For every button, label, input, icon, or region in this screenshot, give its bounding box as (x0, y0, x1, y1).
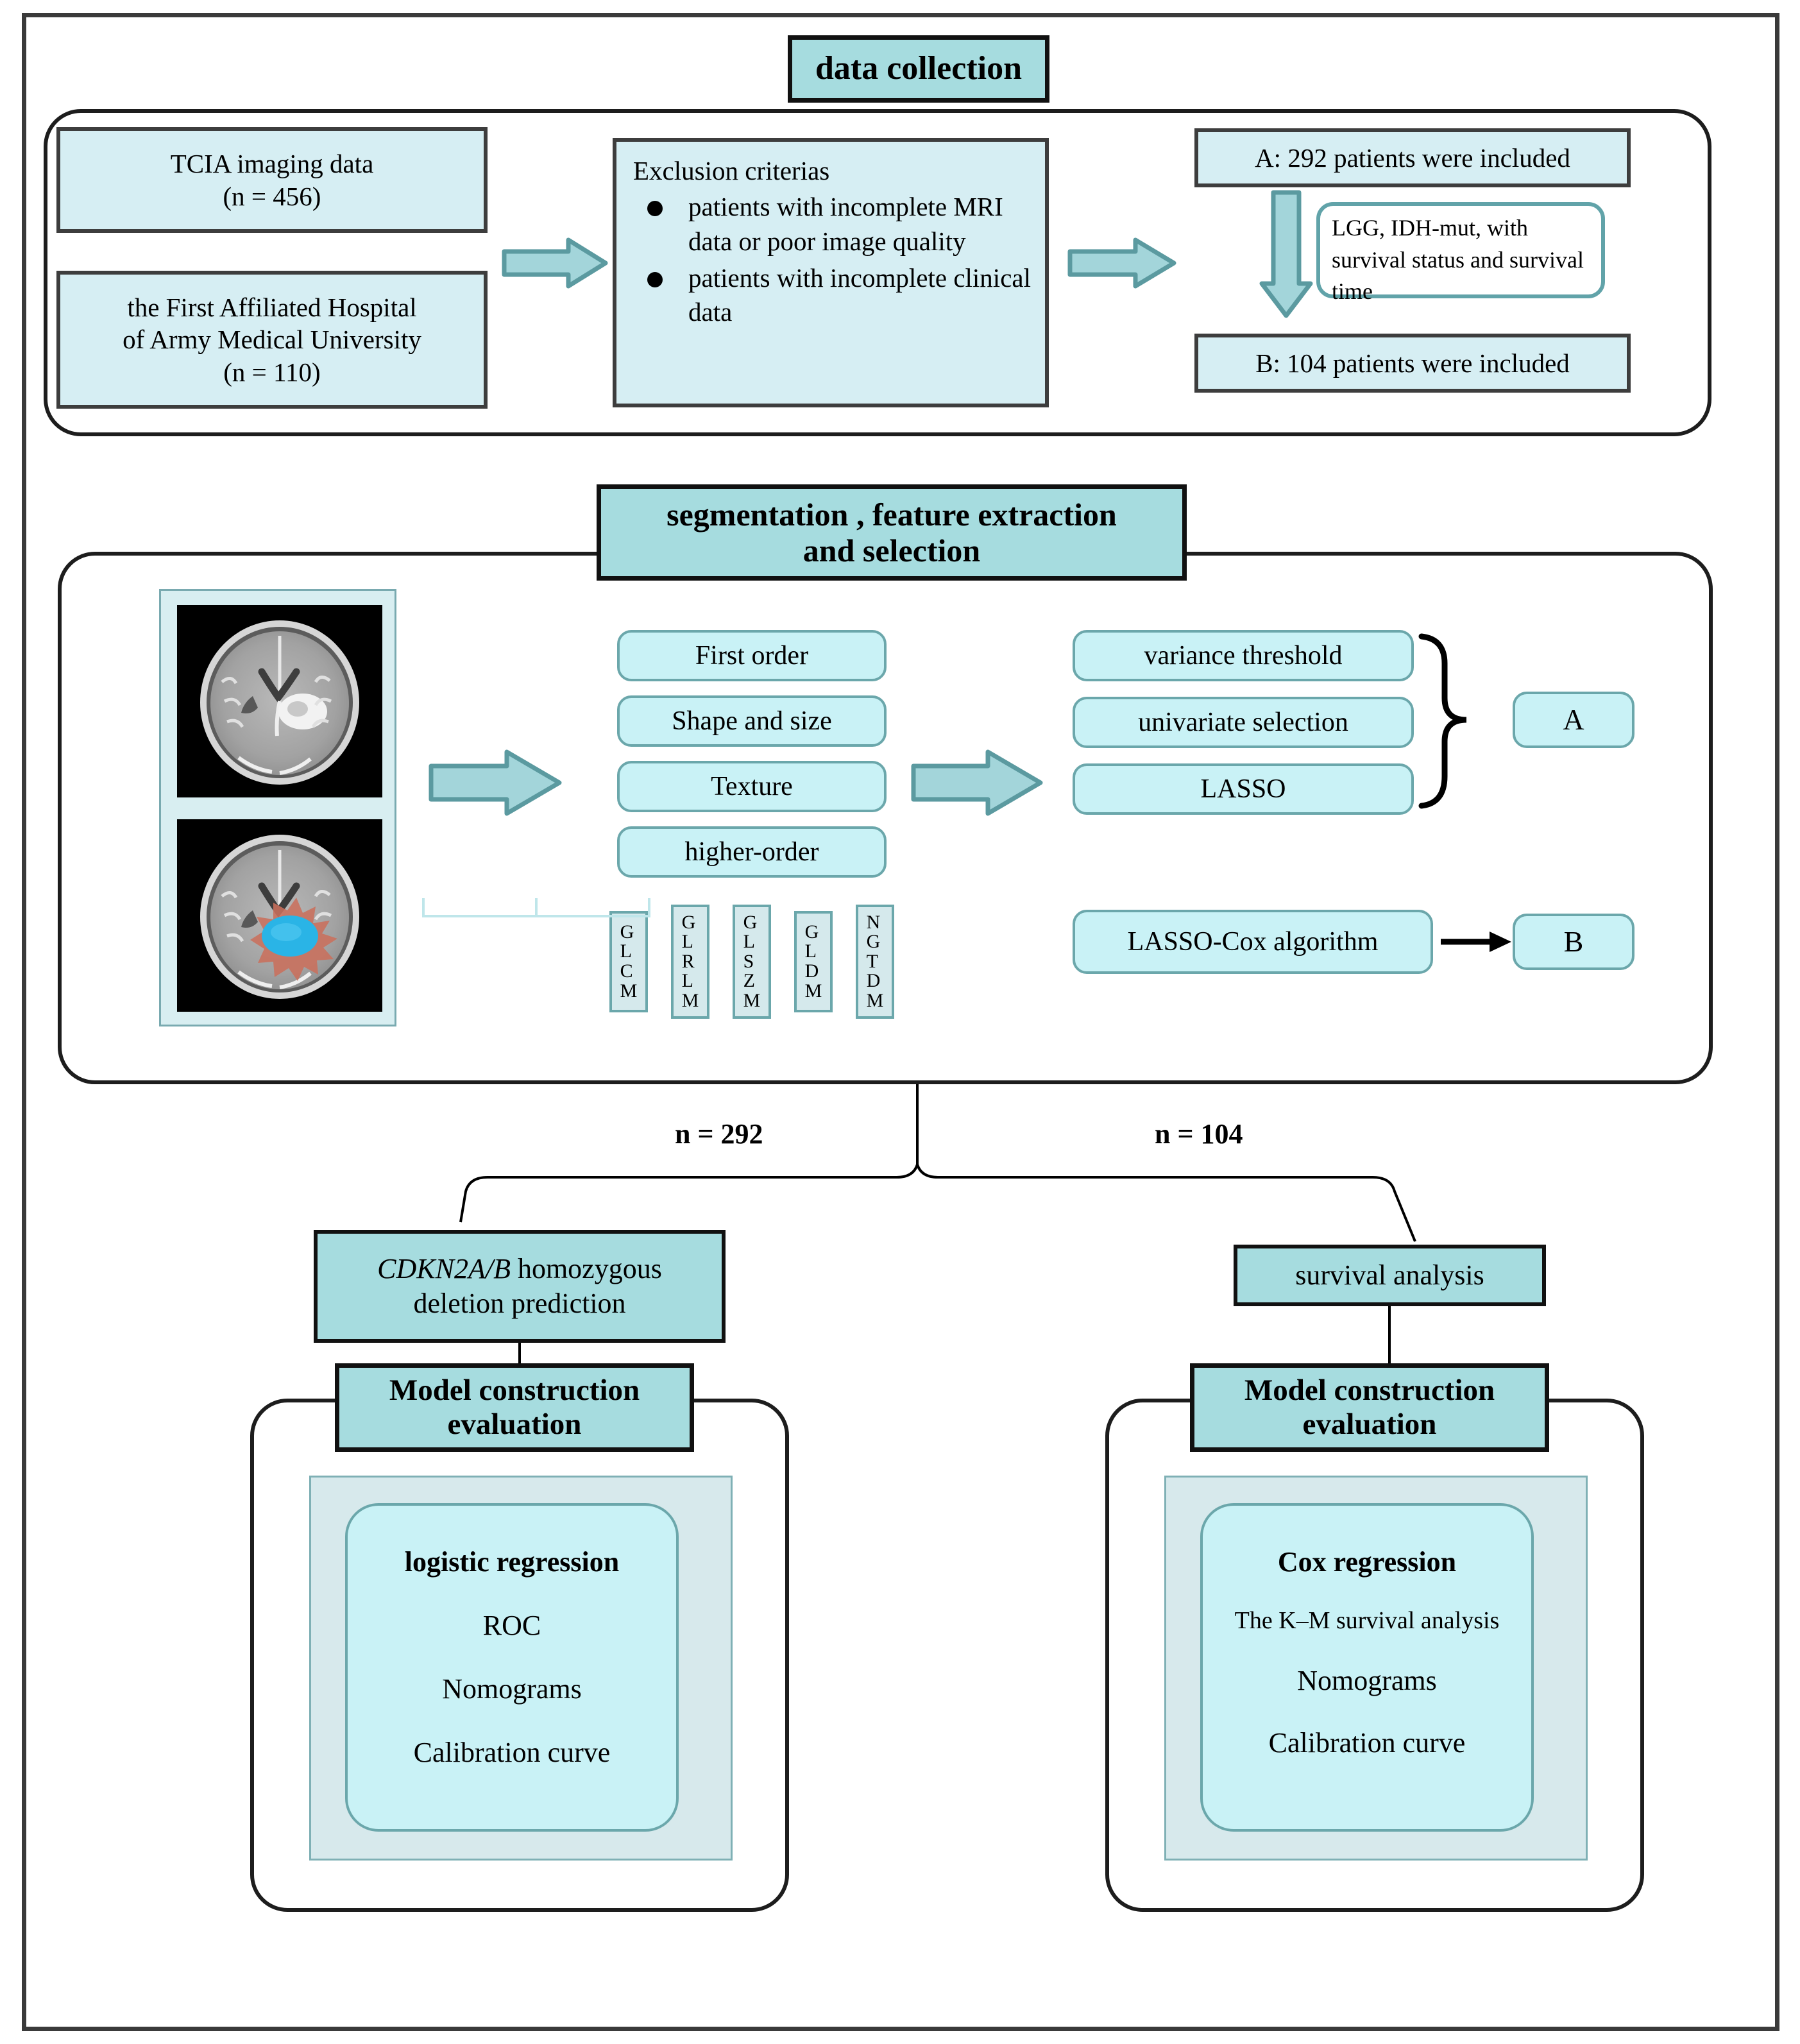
cox-algorithm-box: LASSO-Cox algorithm (1073, 910, 1433, 974)
model-right-item: The K–M survival analysis (1234, 1607, 1500, 1634)
task-cdkn2a-line1-rest: homozygous (510, 1253, 662, 1285)
texture-subtype-glszm-label: G L S Z M (743, 911, 761, 1011)
selection-output-b: B (1513, 914, 1634, 970)
model-left-item: ROC (482, 1610, 541, 1641)
inclusion-filter-note: LGG, IDH-mut, with survival status and survival time (1316, 202, 1605, 298)
feature-class-higher-order: higher-order (617, 826, 887, 878)
task-cdkn2a-line2: deletion prediction (413, 1288, 626, 1319)
selection-univariate: univariate selection (1073, 697, 1414, 748)
model-left-method: logistic regression (404, 1546, 620, 1578)
source-hospital-line3: (n = 110) (223, 357, 321, 387)
source-hospital-line1: the First Affiliated Hospital (127, 293, 417, 323)
exclusion-criteria-title: Exclusion criterias (633, 156, 830, 185)
model-left-title (335, 1363, 694, 1452)
model-right-title-line1: Model construction (1244, 1374, 1495, 1408)
task-box-survival: survival analysis (1234, 1245, 1546, 1306)
texture-subtype-glrlm (671, 905, 709, 1019)
exclusion-item: patients with incomplete clinical data (633, 261, 1031, 330)
texture-subtype-ngtdm-label: N G T D M (866, 911, 884, 1011)
branch-count-left: n = 292 (675, 1118, 763, 1150)
source-tcia-line2: (n = 456) (223, 181, 321, 211)
source-box-tcia (56, 127, 488, 233)
mri-panel (159, 589, 396, 1026)
texture-subtype-glszm (733, 905, 771, 1019)
source-tcia-line1: TCIA imaging data (170, 149, 374, 179)
feature-class-texture: Texture (617, 761, 887, 812)
task-cdkn2a-line1 (377, 1252, 662, 1286)
texture-subtype-glcm-label: G L C M (620, 921, 638, 1001)
branch-count-right: n = 104 (1155, 1118, 1243, 1150)
model-left-inner-box (345, 1503, 679, 1832)
model-right-method: Cox regression (1277, 1546, 1457, 1578)
segmentation-title (597, 484, 1187, 581)
model-left-item: Calibration curve (413, 1737, 611, 1768)
model-right-title (1190, 1363, 1549, 1452)
gene-name-cdkn2a: CDKN2A/B (377, 1253, 511, 1285)
cohort-a-box: A: 292 patients were included (1194, 128, 1631, 187)
model-right-inner-box (1200, 1503, 1534, 1832)
model-left-item: Nomograms (442, 1673, 582, 1705)
selection-lasso: LASSO (1073, 763, 1414, 815)
data-collection-title: data collection (788, 35, 1049, 103)
mri-slice-segmented-graphic (177, 819, 382, 1012)
model-left-title-line2: evaluation (447, 1408, 582, 1441)
model-right-item: Nomograms (1297, 1665, 1437, 1696)
texture-subtype-gldm (794, 911, 833, 1012)
cohort-b-box: B: 104 patients were included (1194, 334, 1631, 393)
texture-subtype-glrlm-label: G L R L M (681, 911, 699, 1011)
texture-subtype-ngtdm (856, 905, 894, 1019)
model-right-title-line2: evaluation (1302, 1408, 1437, 1441)
segmentation-title-line2: and selection (802, 532, 981, 568)
mri-image-segmented (177, 819, 382, 1012)
feature-class-first-order: First order (617, 630, 887, 681)
exclusion-item: patients with incomplete MRI data or poor image quality (633, 190, 1031, 259)
source-box-hospital (56, 271, 488, 409)
segmentation-title-line1: segmentation , feature extraction (667, 497, 1117, 532)
source-hospital-line2: of Army Medical University (123, 325, 421, 355)
selection-output-a: A (1513, 692, 1634, 748)
exclusion-criteria-box (613, 138, 1049, 407)
model-right-item: Calibration curve (1268, 1727, 1466, 1759)
texture-subtype-glcm (609, 911, 648, 1012)
texture-subtype-gldm-label: G L D M (804, 921, 822, 1001)
mri-image-plain (177, 605, 382, 797)
selection-variance-threshold: variance threshold (1073, 630, 1414, 681)
task-box-cdkn2a (314, 1230, 726, 1343)
feature-class-shape-size: Shape and size (617, 695, 887, 747)
exclusion-criteria-list (633, 190, 1031, 329)
mri-slice-plain-graphic (177, 605, 382, 797)
model-left-title-line1: Model construction (389, 1374, 640, 1408)
